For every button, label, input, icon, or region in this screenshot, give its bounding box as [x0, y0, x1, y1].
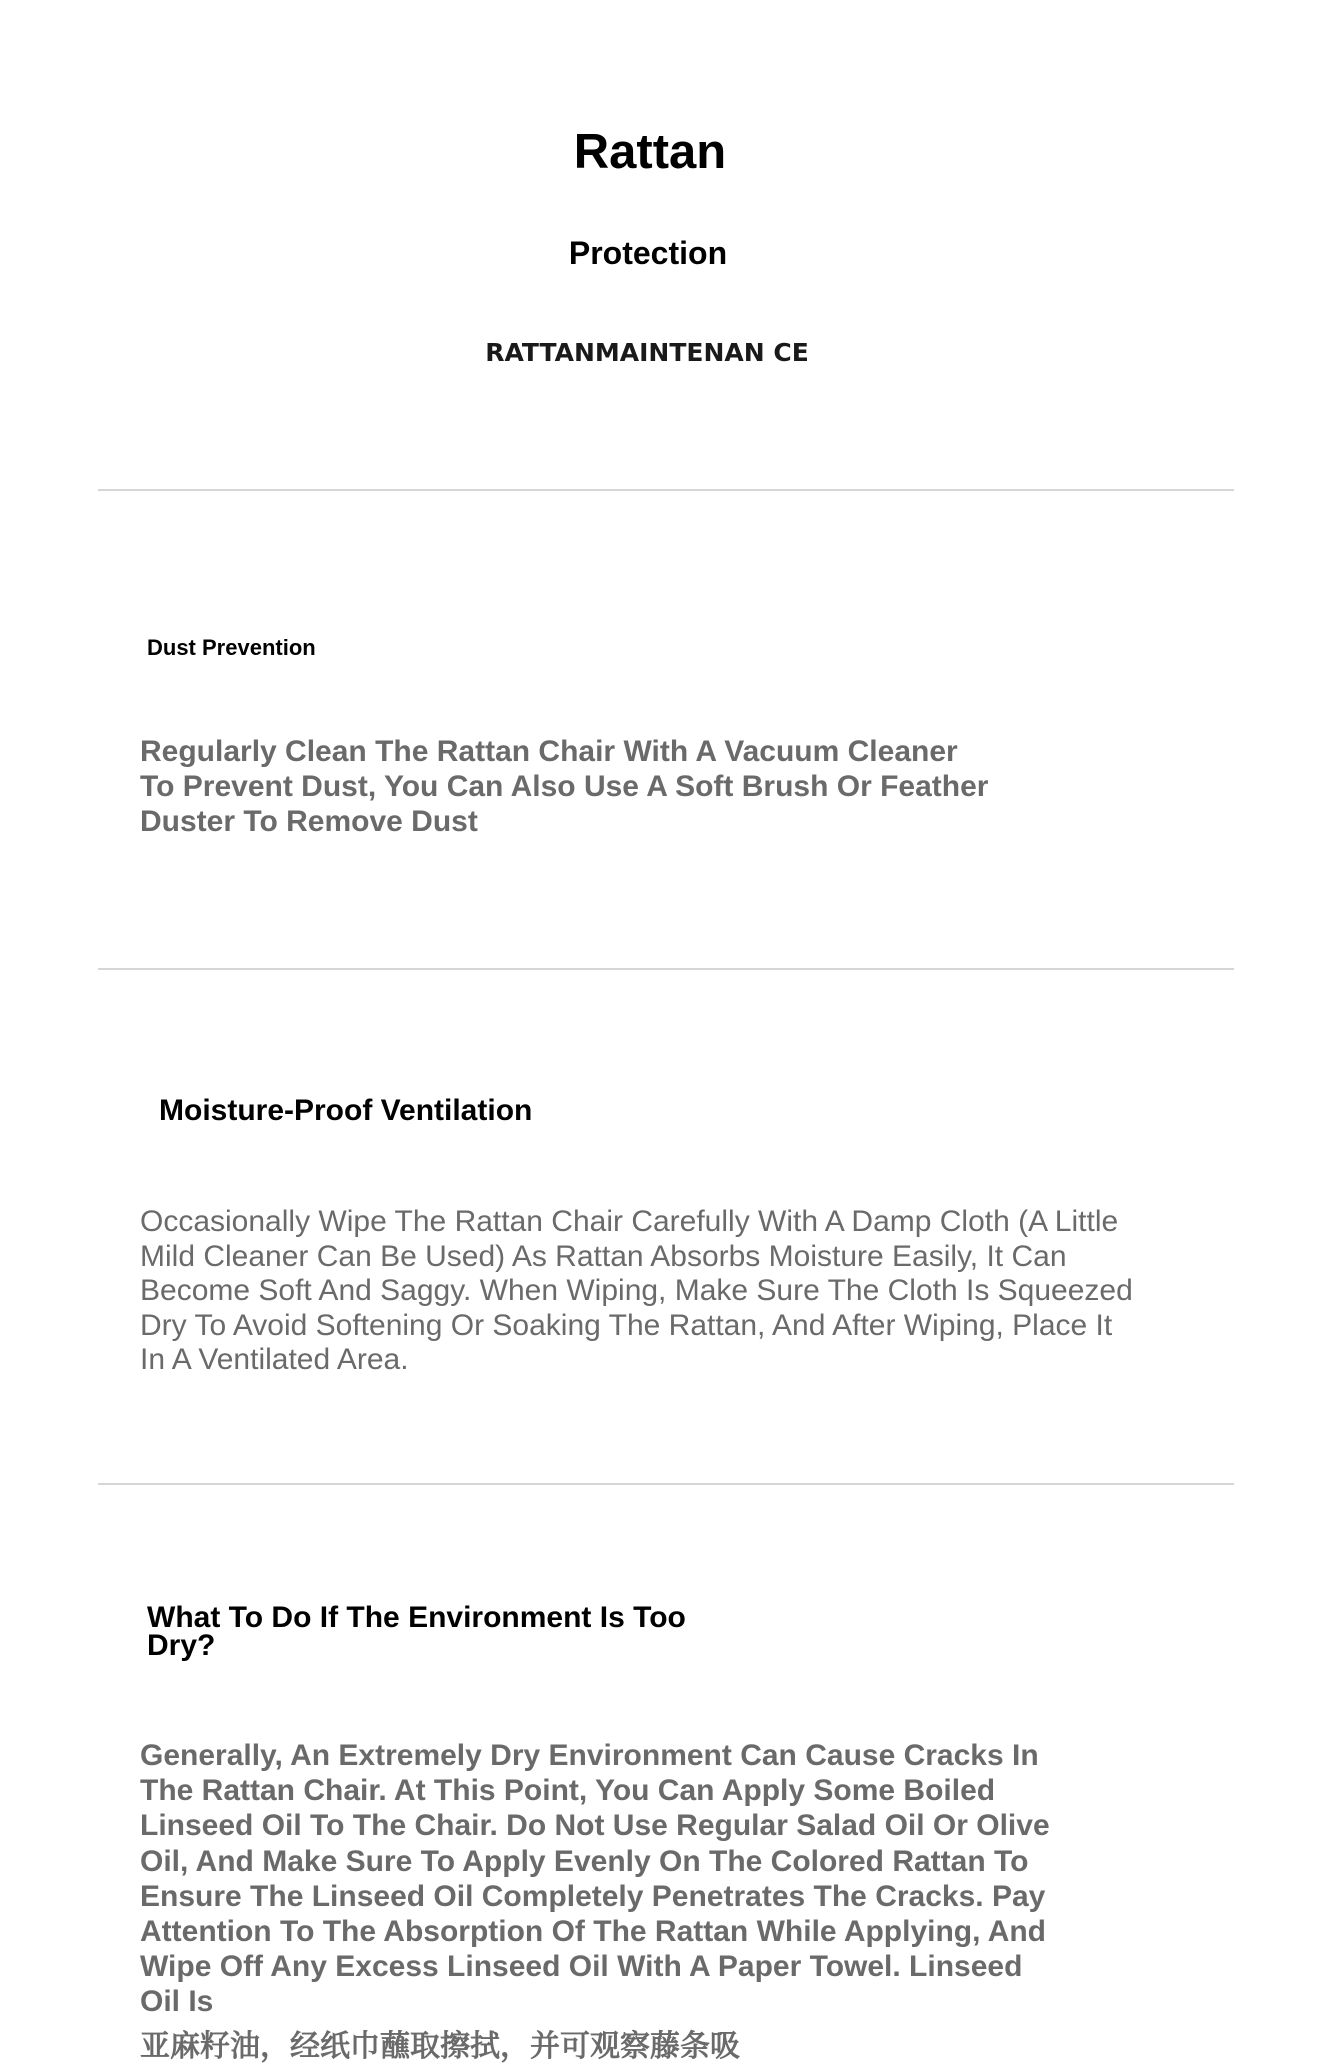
section-heading-too-dry: What To Do If The Environment Is Too Dry?	[147, 1601, 686, 1662]
divider	[98, 489, 1234, 491]
divider	[98, 968, 1234, 970]
section-body-moisture-proof: Occasionally Wipe The Rattan Chair Carefully With A Damp Cloth (A Little Mild Cleaner Can Be Used) As Rattan Absorbs Moisture Easily, It Can Become Soft And Saggy. When Wiping, Make Sure The Cloth Is Squeezed Dry To Avoid Softening Or Soaking The Rattan, And After Wiping, Place It In A Ventilated Area.	[140, 1205, 1133, 1376]
divider	[98, 1483, 1234, 1485]
section-heading-moisture-proof: Moisture-Proof Ventilation	[159, 1094, 533, 1127]
page-title: Rattan	[573, 125, 727, 179]
page-subtitle: Protection	[568, 235, 728, 271]
section-body-too-dry: Generally, An Extremely Dry Environment Can Cause Cracks In The Rattan Chair. At This Point, You Can Apply Some Boiled Linseed Oil To The Chair. Do Not Use Regular Salad Oil Or Olive Oil, And Make Sure To Apply Evenly On The Colored Rattan To Ensure The Linseed Oil Completely Penetrates The Cracks. Pay Attention To The Absorption Of The Rattan While Applying, And Wipe Off Any Excess Linseed Oil With A Paper Towel. Linseed Oil Is	[140, 1739, 1050, 2019]
cutoff-text: 亚麻籽油，经纸巾蘸取擦拭，并可观察藤条吸	[140, 2030, 740, 2063]
section-body-dust-prevention: Regularly Clean The Rattan Chair With A Vacuum Cleaner To Prevent Dust, You Can Also Use A Soft Brush Or Feather Duster To Remove Dust	[140, 735, 989, 838]
brand-label: RATTANMAINTENAN CE	[485, 338, 809, 367]
section-heading-dust-prevention: Dust Prevention	[147, 635, 316, 660]
